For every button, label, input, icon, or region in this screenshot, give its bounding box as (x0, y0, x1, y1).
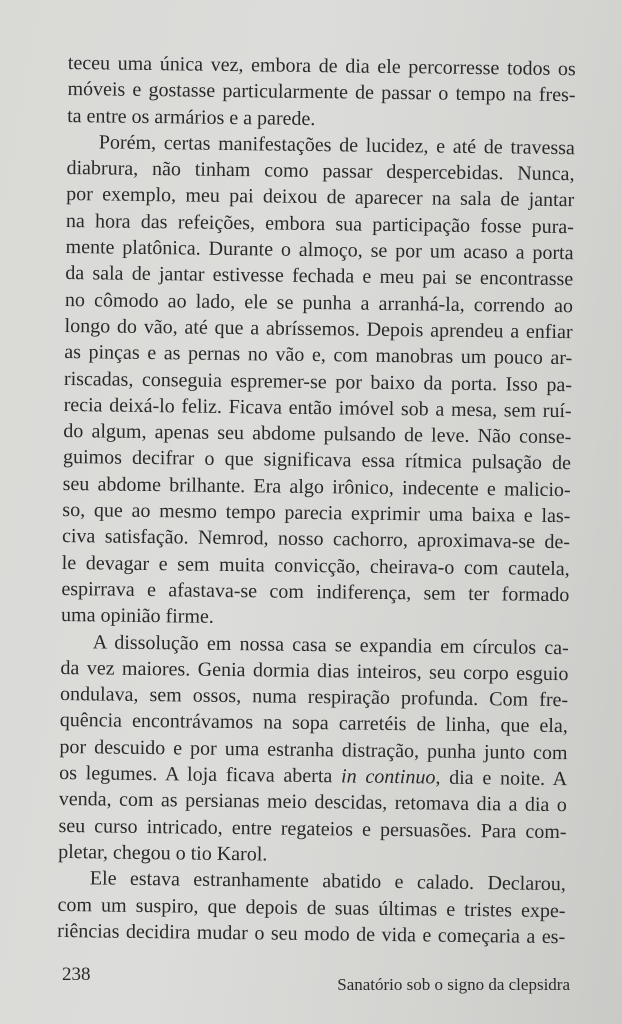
text-line: teceu uma única vez, embora de dia ele percorresse todos os (67, 51, 576, 81)
text-line: pletar, chegou o tio Karol. (58, 840, 268, 866)
text-line: diabrura, não tinham como passar despercebidas. Nunca, (66, 157, 575, 186)
text-line: da vez maiores. Genia dormia dias inteiros, seu corpo esguio (60, 656, 569, 685)
text-line: le devagar e sem muita convicção, cheirava-o com cautela, (61, 551, 570, 580)
text-line: quência encontrávamos na sopa carretéis de linha, que ela, (59, 709, 568, 738)
text-line: Ele estava estranhamente abatido e calado. Declarou, (89, 867, 566, 896)
text-segment: , dia e noite. A (435, 766, 568, 791)
text-line: seu curso intricado, entre regateios e persuasões. Para com- (58, 814, 567, 843)
text-line: so, que ao mesmo tempo parecia exprimir uma baixa e las- (62, 499, 571, 528)
text-line: seu abdome brilhante. Era algo irônico, indecente e malicio- (62, 472, 571, 501)
text-line: na hora das refeições, embora sua participação fosse pura- (65, 209, 575, 238)
italic-phrase: in continuo (340, 765, 436, 789)
text-segment: os legumes. A loja ficava aberta (59, 761, 342, 788)
text-line: da sala de jantar estivesse fechada e meu pai se encontrasse (65, 262, 574, 291)
text-line: uma opinião firme. (60, 604, 214, 629)
text-line: mente platônica. Durante o almoço, se por um acaso a porta (65, 236, 574, 265)
text-line: por exemplo, meu pai deixou de aparecer na sala de jantar (66, 183, 575, 212)
text-line: riscadas, conseguia espremer-se por baixo da porta. Isso pa- (63, 367, 573, 396)
text-line: civa satisfação. Nemrod, nosso cachorro, aproximava-se de- (61, 525, 571, 554)
running-footer-title: Sanatório sob o signo da clepsidra (337, 975, 570, 994)
body-text (57, 50, 576, 950)
text-line: com um suspiro, que depois de suas últimas e tristes expe- (57, 893, 566, 922)
text-line: móveis e gostasse particularmente de passar o tempo na fres- (67, 78, 576, 107)
text-line: venda, com as persianas meio descidas, retomava dia a dia o (58, 788, 567, 817)
text-line: guimos decifrar o que significava essa rítmica pulsação de (62, 446, 572, 475)
text-line: Porém, certas manifestações de lucidez, e até de travessa (98, 131, 575, 160)
text-line: longo do vão, até que a abríssemos. Depois aprendeu a enfiar (64, 314, 573, 344)
text-line: A dissolução em nossa casa se expandia em círculos ca- (92, 630, 569, 659)
text-line: recia deixá-lo feliz. Ficava então imóvel sob a mesa, sem ruí- (63, 393, 572, 423)
text-line: as pinças e as pernas no vão e, com manobras um pouco ar- (64, 341, 573, 370)
text-line: por descuido e por uma estranha distração, punha junto com (59, 735, 568, 764)
text-line: do algum, apenas seu abdome pulsando de leve. Não conse- (63, 420, 572, 449)
page-number: 238 (62, 964, 91, 985)
text-line: ondulava, sem ossos, numa respiração profunda. Com fre- (59, 683, 569, 712)
text-line: no cômodo ao lado, ele se punha a arranhá-la, correndo ao (64, 288, 574, 317)
text-line: espirrava e afastava-se com indiferença, sem ter formado (61, 577, 570, 607)
text-line: riências decidira mudar o seu modo de vida e começaria a es- (57, 919, 566, 948)
text-line: ta entre os armários e a parede. (67, 104, 316, 130)
